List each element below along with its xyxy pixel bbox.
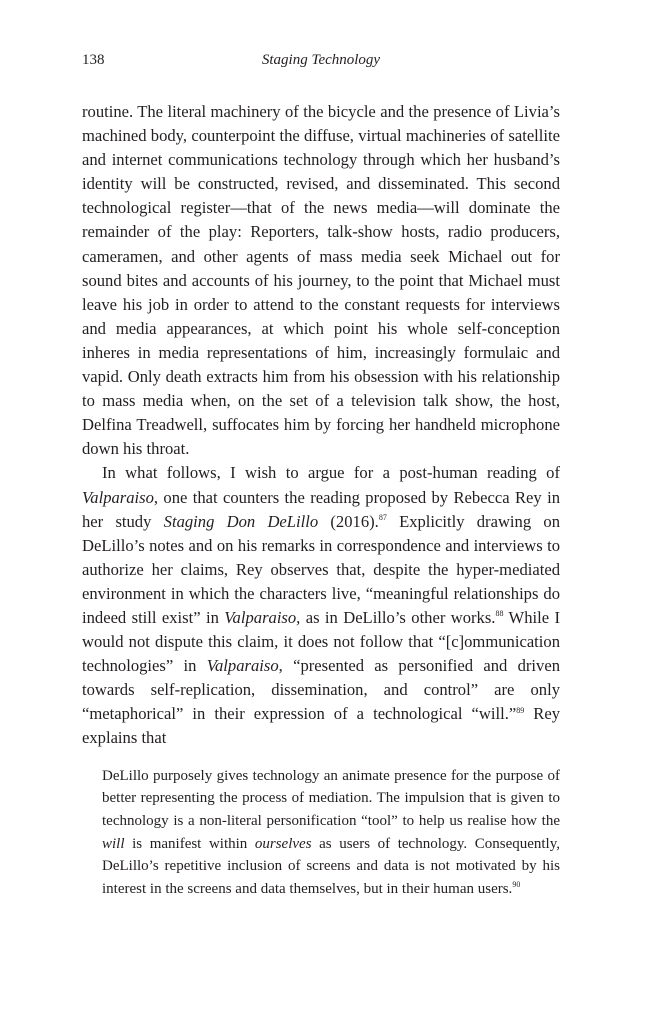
footnote-marker-88[interactable]: 88 bbox=[495, 609, 504, 619]
italic-title: Valparaiso bbox=[82, 487, 154, 507]
text-run: is manifest within bbox=[124, 835, 255, 852]
italic-title: Staging Don DeLillo bbox=[163, 511, 319, 531]
text-run: Rey explains that bbox=[82, 704, 560, 748]
text-run: as in DeLillo’s other works. bbox=[300, 607, 496, 627]
block-quote bbox=[102, 765, 560, 901]
footnote-marker-90[interactable]: 90 bbox=[512, 880, 521, 890]
text-run: (2016). bbox=[318, 511, 379, 531]
text-run: as users of technology. Consequently, DeLillo’s repetitive inclusion of screens and data is not motivated by his interest in the screens and data themselves, but in their human users. bbox=[102, 835, 560, 898]
italic-emphasis: will bbox=[102, 835, 125, 852]
paragraph-1: routine. The literal machinery of the bicycle and the presence of Livia’s machined body, counterpoint the diffuse, virtual machineries of satellite and internet communications technology through which her husband’s identity will be constructed, revised, and disseminated. This second technological register—that of the news media—will dominate the remainder of the play: Reporters, talk-show hosts, radio producers, cameramen, and other agents of mass media seek Michael out for sound bites and accounts of his journey, to the point that Michael must leave his job in order to attend to the constant requests for interviews and media appearances, at which point his whole self-conception inheres in media representations of him, increasingly formulaic and vapid. Only death extracts him from his obsession with his relationship to mass media when, on the set of a television talk show, the host, Delfina Treadwell, suffocates him by forcing her handheld microphone down his throat. bbox=[82, 102, 560, 459]
text-run: In what follows, I wish to argue for a post-human reading of bbox=[102, 463, 560, 483]
text-run: While I would not dispute this claim, it does not follow that “[c]ommunication technologies” in bbox=[82, 607, 560, 676]
footnote-marker-89[interactable]: 89 bbox=[516, 705, 525, 715]
text-run: , one that counters the reading proposed by Rebecca Rey in her study bbox=[82, 487, 560, 531]
text-run: DeLillo purposely gives technology an animate presence for the purpose of better representing the process of mediation. The impulsion that is given to technology is a non-literal personification “tool” to help us realise how the bbox=[102, 767, 560, 829]
italic-emphasis: ourselves bbox=[254, 835, 312, 852]
italic-title: Valparaiso, bbox=[224, 607, 301, 627]
paragraph-2 bbox=[82, 461, 560, 750]
body-text bbox=[82, 100, 560, 751]
footnote-marker-87[interactable]: 87 bbox=[378, 513, 387, 523]
text-run: Explicitly drawing on DeLillo’s notes and on his remarks in correspondence and interviews to authorize her claims, Rey observes that, despite the hyper-mediated environment in which the characters live, “meaningful relationships do indeed still exist” in bbox=[82, 511, 560, 627]
running-head bbox=[82, 50, 560, 74]
italic-title: Valparaiso bbox=[206, 656, 279, 676]
block-quote-text bbox=[102, 765, 560, 901]
book-page bbox=[82, 50, 560, 901]
running-title: Staging Technology bbox=[261, 52, 381, 68]
page-number: 138 bbox=[82, 52, 105, 68]
text-run: , “presented as personified and driven towards self-replication, dissemination, and control” are only “metaphorical” in their expression of a technological “will.” bbox=[82, 656, 560, 724]
